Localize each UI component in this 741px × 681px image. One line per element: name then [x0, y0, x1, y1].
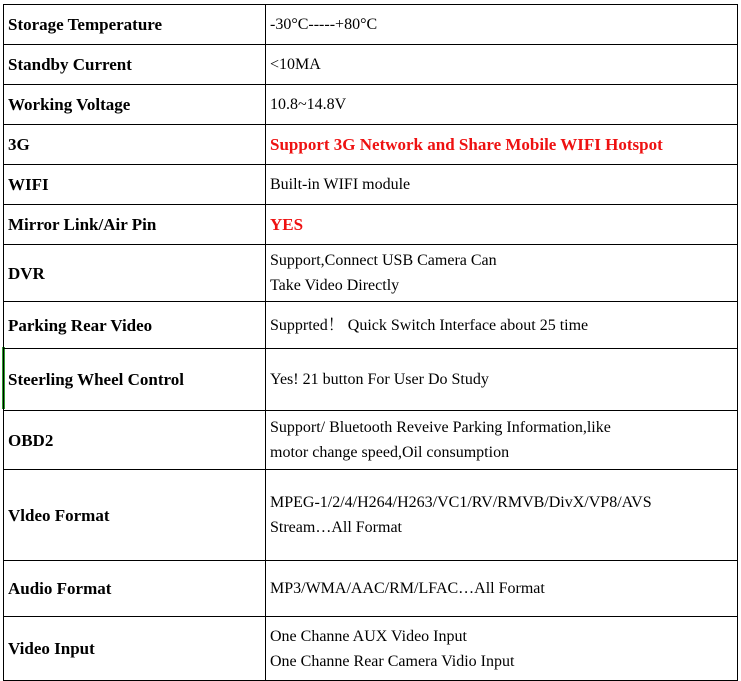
spec-value [266, 411, 738, 470]
spec-value-line: Yes! 21 button For User Do Study [270, 371, 489, 388]
spec-value-line: Built-in WIFI module [270, 176, 411, 193]
spec-value [266, 45, 738, 85]
spec-value [266, 302, 738, 349]
spec-table [3, 4, 738, 681]
spec-value-line: Support/ Bluetooth Reveive Parking Information,like [270, 419, 611, 436]
spec-label: OBD2 [4, 411, 266, 470]
spec-value-highlight [266, 205, 738, 245]
spec-label: Video Input [4, 617, 266, 681]
spec-label: Storage Temperature [4, 5, 266, 45]
spec-value [266, 349, 738, 411]
spec-value-line: 10.8~14.8V [270, 96, 347, 113]
spec-label: WIFI [4, 165, 266, 205]
spec-value-line: MP3/WMA/AAC/RM/LFAC…All Format [270, 580, 545, 597]
spec-label: 3G [4, 125, 266, 165]
spec-label: Working Voltage [4, 85, 266, 125]
table-row [4, 470, 738, 561]
spec-label: Mirror Link/Air Pin [4, 205, 266, 245]
table-row [4, 617, 738, 681]
spec-label: Standby Current [4, 45, 266, 85]
table-row [4, 411, 738, 470]
spec-label: Audio Format [4, 561, 266, 617]
spec-value [266, 617, 738, 681]
spec-label: DVR [4, 245, 266, 302]
spec-label: Vldeo Format [4, 470, 266, 561]
table-row [4, 349, 738, 411]
spec-value [266, 470, 738, 561]
table-row [4, 85, 738, 125]
spec-value-line: YES [270, 215, 304, 234]
table-row [4, 302, 738, 349]
spec-value-line: Stream…All Format [270, 519, 402, 536]
table-row [4, 45, 738, 85]
table-row [4, 165, 738, 205]
spec-value-line: Support 3G Network and Share Mobile WIFI Hotspot [270, 135, 663, 154]
spec-value-line: Take Video Directly [270, 277, 400, 294]
spec-value [266, 85, 738, 125]
table-row [4, 205, 738, 245]
spec-value [266, 561, 738, 617]
spec-value-line: MPEG-1/2/4/H264/H263/VC1/RV/RMVB/DivX/VP8/AVS [270, 494, 652, 511]
spec-value [266, 245, 738, 302]
spec-label: Steerling Wheel Control [4, 349, 266, 411]
table-row [4, 125, 738, 165]
spec-label: Parking Rear Video [4, 302, 266, 349]
spec-value-line: One Channe AUX Video Input [270, 627, 467, 645]
spec-value [266, 165, 738, 205]
spec-value-line: <10MA [270, 56, 321, 73]
spec-value-highlight [266, 125, 738, 165]
spec-value-line: Supprted！ Quick Switch Interface about 25 time [270, 316, 589, 334]
spec-value-line: -30°C-----+80°C [270, 16, 378, 33]
spec-value-line: motor change speed,Oil consumption [270, 444, 510, 461]
spec-value-line: One Channe Rear Camera Vidio Input [270, 652, 515, 670]
spec-value [266, 5, 738, 45]
table-row [4, 245, 738, 302]
table-row [4, 5, 738, 45]
table-row [4, 561, 738, 617]
spec-value-line: Support,Connect USB Camera Can [270, 252, 497, 269]
